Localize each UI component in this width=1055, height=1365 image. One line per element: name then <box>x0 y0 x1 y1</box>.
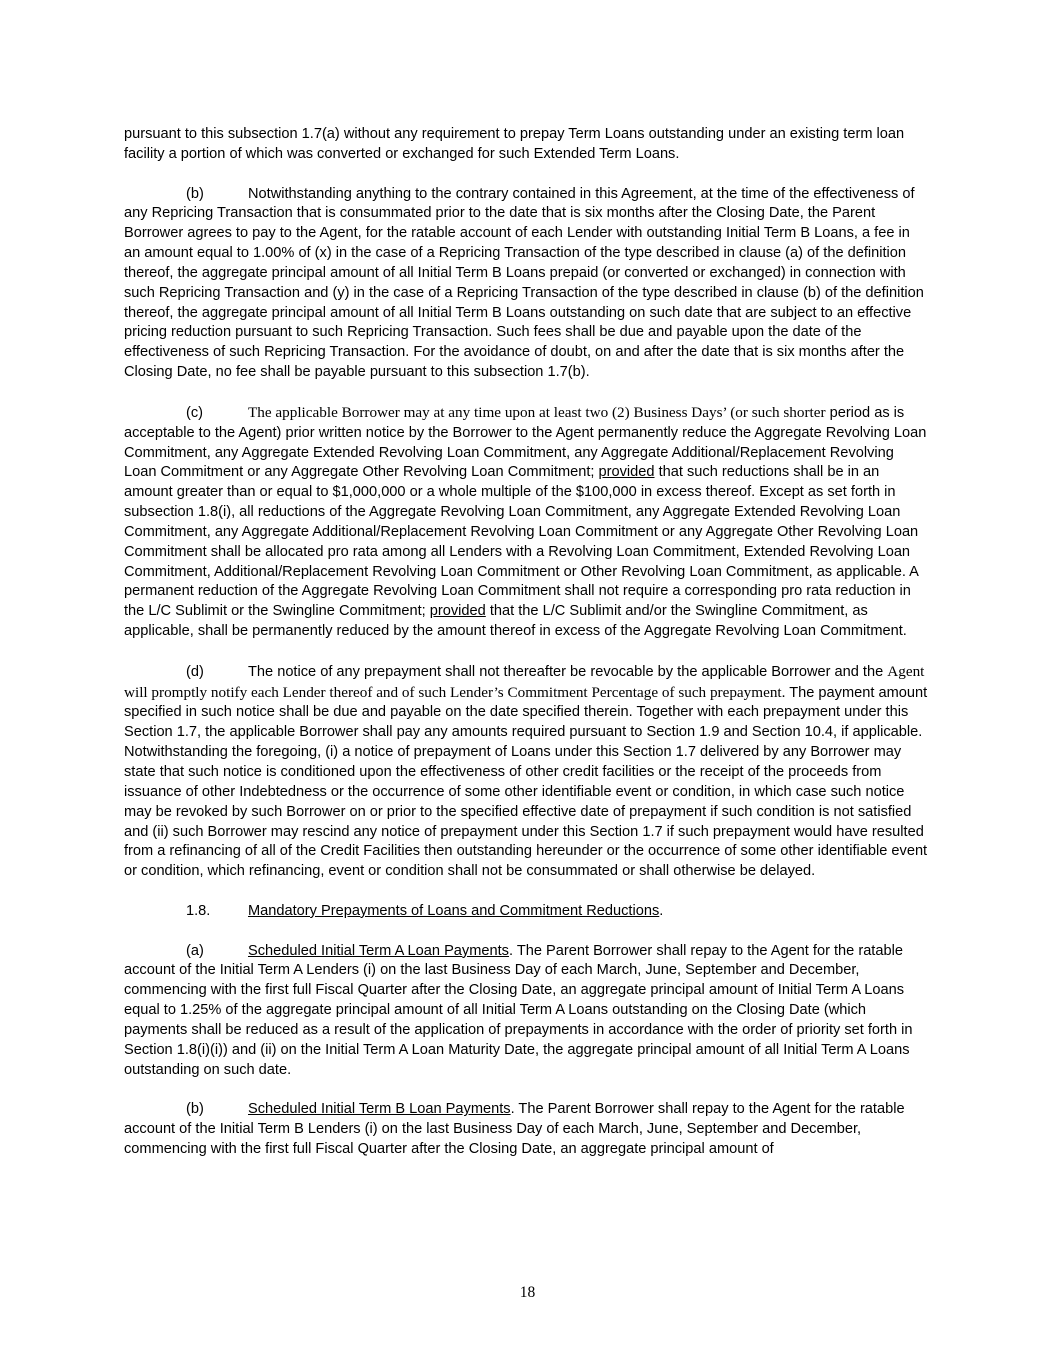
subsection-heading: Scheduled Initial Term B Loan Payments <box>248 1101 511 1118</box>
paragraph-text: . The Parent Borrower shall repay to the Agent for the ratable account of the Initial Term B Lenders (i) on the last Business Day of each March, June, September and December, commencing with the first full Fiscal Quarter after the Closing Date, an aggregate principal amount of <box>124 1101 905 1158</box>
paragraph-text: . The Parent Borrower shall repay to the Agent for the ratable account of the Initial Term A Lenders (i) on the last Business Day of each March, June, September and December, commencing with the first full Fiscal Quarter after the Closing Date, an aggregate principal amount of Initial Term A Loans equal to 1.25% of the aggregate principal amount of all Initial Term A Loans outstanding on the Closing Date (which payments shall be reduced as a result of the application of prepayments in accordance with the order of priority set forth in Section 1.8(i)(i)) and (ii) on the Initial Term A Loan Maturity Date, the aggregate principal amount of all Initial Term A Loans outstanding on such date. <box>124 942 913 1078</box>
clause-label: (d) <box>186 663 204 680</box>
paragraph-1-8b <box>124 1100 930 1160</box>
clause-label: (b) <box>186 1101 204 1118</box>
clause-label: (a) <box>186 942 204 959</box>
paragraph-text: The payment amount specified in such notice shall be due and payable on the date specified therein. Together with each prepayment under this Section 1.7, the applicable Borrower shall pay any amounts required pursuant to Section 1.9 and Section 10.4, if applicable. Notwithstanding the foregoing, (i) a notice of prepayment of Loans under this Section 1.7 delivered by any Borrower may state that such notice is conditioned upon the effectiveness of other credit facilities or the receipt of the proceeds from issuance of other Indebtedness or the occurrence of some other identifiable event or condition, in which case such notice may be revoked by such Borrower on or prior to the specified effective date of prepayment if such condition is not satisfied and (ii) such Borrower may rescind any notice of prepayment under this Section 1.7 if such prepayment would have resulted from a refinancing of all of the Credit Facilities then outstanding hereunder or the occurrence of some other identifiable event or condition, which refinancing, event or condition shall not be consummated or shall otherwise be delayed. <box>124 684 928 880</box>
clause-label: (c) <box>186 404 204 421</box>
serif-text-run: Agent will promptly notify each Lender thereof and of such Lender’s Commitment Percentage of such prepayment. <box>124 662 925 701</box>
paragraph-text: The notice of any prepayment shall not thereafter be revocable by the applicable Borrower and the <box>248 663 884 680</box>
section-title-period: . <box>659 902 664 919</box>
paragraph-continuation-1-7a <box>124 125 930 165</box>
clause-label: (b) <box>186 185 204 202</box>
section-heading-1-8 <box>124 902 930 922</box>
document-body <box>124 125 930 1160</box>
paragraph-text: period as is acceptable to the Agent) prior written notice by the Borrower to the Agent permanently reduce the Aggregate Revolving Loan Commitment, any Aggregate Extended Revolving Loan Commitment, any Aggregate Additional/Replacement Revolving Loan Commitment or any Aggregate Other Revolving Loan Commitment; <box>124 404 927 481</box>
paragraph-text: Notwithstanding anything to the contrary contained in this Agreement, at the time of the effectiveness of any Repricing Transaction that is consummated prior to the date that is six months after the Closing Date, the Parent Borrower agrees to pay to the Agent, for the ratable account of each Lender with outstanding Initial Term B Loans, a fee in an amount equal to 1.00% of (x) in the case of a Repricing Transaction of the type described in clause (a) of the definition thereof, the aggregate principal amount of all Initial Term B Loans prepaid (or converted or exchanged) in connection with such Repricing Transaction and (y) in the case of a Repricing Transaction of the type described in clause (b) of the definition thereof, the aggregate principal amount of all Initial Term B Loans outstanding on such date that are subject to an effective pricing reduction pursuant to such Repricing Transaction. Such fees shall be due and payable upon the date of the effectiveness of such Repricing Transaction. For the avoidance of doubt, on and after the date that is six months after the Closing Date, no fee shall be payable pursuant to this subsection 1.7(b). <box>124 185 924 381</box>
paragraph-1-7b <box>124 185 930 383</box>
section-title: Mandatory Prepayments of Loans and Commitment Reductions <box>248 902 660 919</box>
paragraph-text: that the L/C Sublimit and/or the Swingline Commitment, as applicable, shall be permanently reduced by the amount thereof in excess of the Aggregate Revolving Loan Commitment. <box>124 603 907 640</box>
paragraph-text: pursuant to this subsection 1.7(a) without any requirement to prepay Term Loans outstanding under an existing term loan facility a portion of which was converted or exchanged for such Extended Term Loans. <box>124 126 905 162</box>
page-number: 18 <box>519 1284 536 1301</box>
provided-term: provided <box>598 464 655 481</box>
paragraph-1-8a <box>124 942 930 1081</box>
serif-text-run: The applicable Borrower may at any time upon at least two (2) Business Days’ (or such shorter <box>248 403 826 421</box>
provided-term: provided <box>429 603 486 620</box>
paragraph-1-7c <box>124 403 930 642</box>
section-number: 1.8. <box>186 902 211 919</box>
paragraph-1-7d <box>124 662 930 882</box>
paragraph-text: that such reductions shall be in an amount greater than or equal to $1,000,000 or a whole multiple of the $100,000 in excess thereof. Except as set forth in subsection 1.8(i), all reductions of the Aggregate Revolving Loan Commitment, any Aggregate Extended Revolving Loan Commitment, any Aggregate Additional/Replacement Revolving Loan Commitment or any Aggregate Other Revolving Loan Commitment shall be allocated pro rata among all Lenders with a Revolving Loan Commitment, Extended Revolving Loan Commitment, Additional/Replacement Revolving Loan Commitment or Other Revolving Loan Commitment, as applicable. A permanent reduction of the Aggregate Revolving Loan Commitment shall not require a corresponding pro rata reduction in the L/C Sublimit or the Swingline Commitment; <box>124 464 919 620</box>
subsection-heading: Scheduled Initial Term A Loan Payments <box>248 942 509 959</box>
